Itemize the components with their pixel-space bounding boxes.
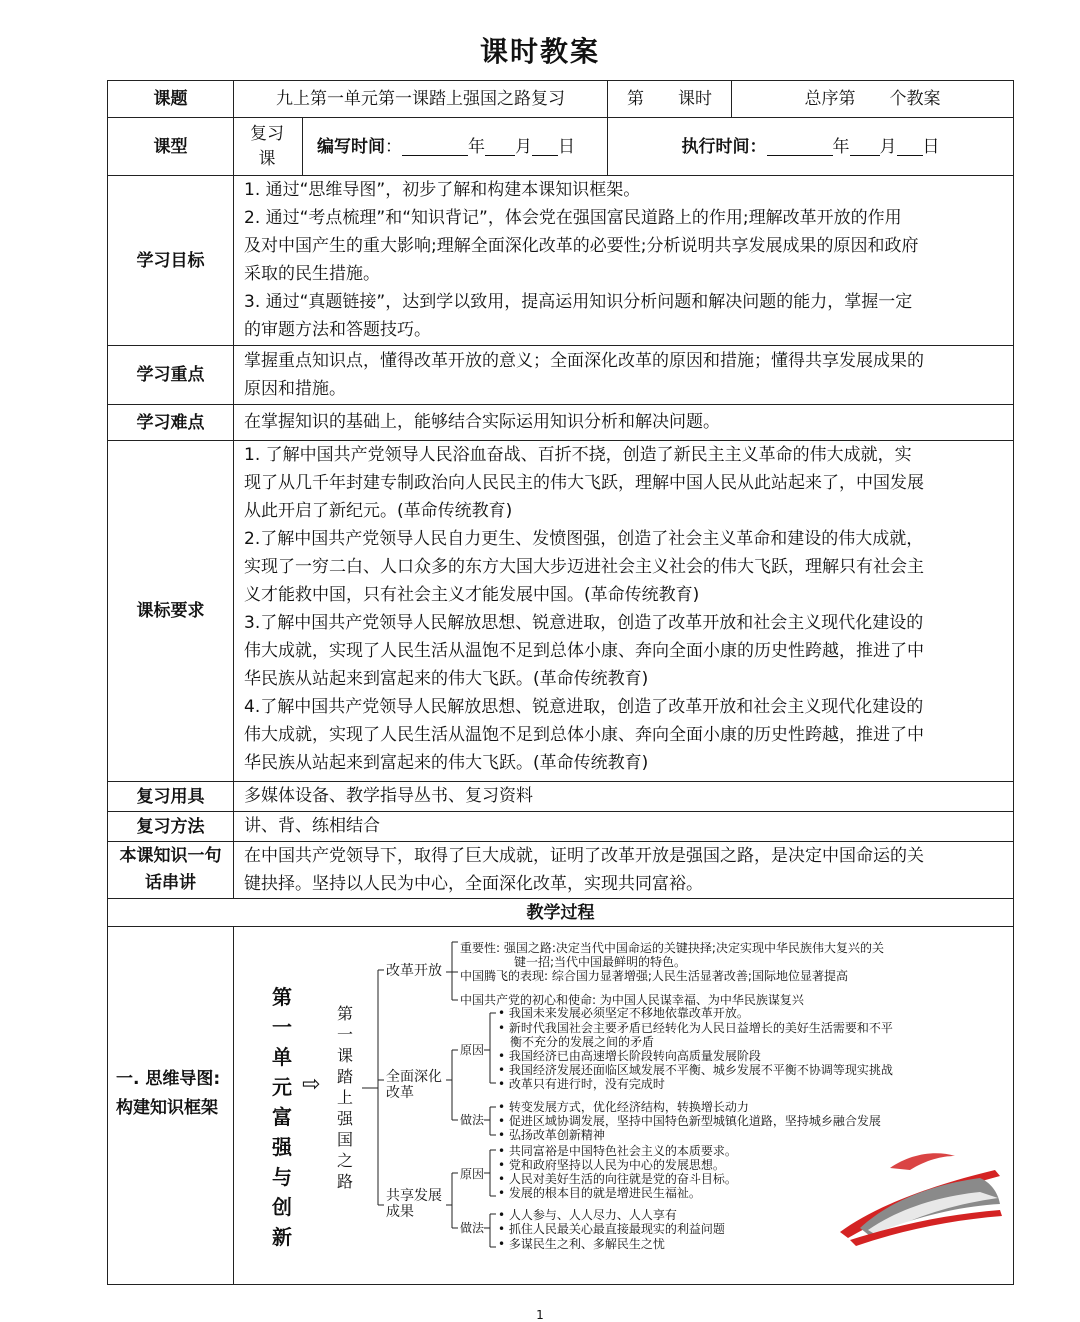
method-value: 讲、背、练相结合	[244, 816, 380, 836]
node-share: 共享发展成果	[386, 1188, 442, 1220]
exec-time-label: 执行时间：	[681, 136, 767, 157]
deepen-reason-item: • 我国经济发展还面临区域发展不平衡、城乡发展不平衡不协调等现实挑战	[498, 1063, 893, 1077]
node-deepen: 全面深化改革	[386, 1069, 442, 1101]
standards-text: 1. 了解中国共产党领导人民浴血奋战、百折不挠，创造了新民主主义革命的伟大成就，实 现了从几千年封建专制政治向人民民主的伟大飞跃，理解中国人民从此站起来了，中国发展 从此开启了新纪元。(革命传统教育) 2.了解中国共产党领导人民自力更生、发愤图强，创造了社会主义革命和建设的伟大成就， 实现了一穷二白、人口众多的东方大国大步迈进社会主义社会的伟大飞跃，理解只有社会主 义才能救中国，只有社会主义才能发展中国。(革命传统教育) 3.了解中国共产党领导人民解放思想、锐意进取，创造了改革开放和社会主义现代化建设的 伟大成就，实现了人民生活从温饱不足到总体小康、奔向全面小康的历史性跨越，推进了中 华民族从站起来到富起来的伟大飞跃。(革命传统教育) 4.了解中国共产党领导人民解放思想、锐意进取，创造了改革开放和社会主义现代化建设的 伟大成就，实现了人民生活从温饱不足到总体小康、奔向全面小康的历史性跨越，推进了中 华民族从站起来到富起来的伟大飞跃。(革命传统教育)	[244, 445, 924, 773]
mindmap-label: 一. 思维导图:构建知识框架	[116, 1069, 221, 1118]
page-title: 课时教案	[479, 35, 600, 68]
deepen-measure-item: • 促进区域协调发展，坚持中国特色新型城镇化道路，坚持城乡融合发展	[498, 1114, 881, 1128]
write-time-label: 编写时间	[317, 136, 385, 157]
total-sequence-label: 总序第 个教案	[804, 89, 941, 109]
deepen-reason-item: • 新时代我国社会主要矛盾已经转化为人民日益增长的美好生活需要和不平	[498, 1021, 893, 1035]
focus-label: 学习重点	[136, 365, 205, 385]
goals-label: 学习目标	[136, 250, 205, 271]
unit-title: 第一单元富强与创新	[272, 985, 292, 1249]
share-reason-tag: 原因	[460, 1167, 485, 1181]
share-reason-item: • 党和政府坚持以人民为中心的发展思想。	[498, 1158, 725, 1172]
reform-item: 中国共产党的初心和使命: 为中国人民谋幸福、为中华民族谋复兴	[460, 993, 804, 1007]
tools-value: 多媒体设备、教学指导丛书、复习资料	[244, 786, 533, 806]
share-measure-item: • 多谋民生之利、多解民生之忧	[498, 1237, 665, 1251]
deepen-reason-item: • 改革只有进行时，没有完成时	[498, 1077, 665, 1091]
write-time-field: 编写时间 ： 年 月 日	[303, 118, 607, 175]
deepen-measure-item: • 弘扬改革创新精神	[498, 1128, 605, 1142]
deepen-reason-item: 衡不充分的发展之间的矛盾	[510, 1035, 655, 1049]
deepen-reason-item: • 我国未来发展必须坚定不移地依靠改革开放。	[498, 1006, 749, 1020]
reform-item: 键一招;当代中国最鲜明的特色。	[514, 955, 687, 969]
deepen-measure-item: • 转变发展方式，优化经济结构，转换增长动力	[498, 1100, 749, 1114]
reform-item: 中国腾飞的表现: 综合国力显著增强;人民生活显著改善;国际地位显著提高	[460, 969, 848, 983]
exec-time-field: 执行时间： 年 月 日	[608, 118, 1013, 175]
share-reason-item: • 人民对美好生活的向往就是党的奋斗目标。	[498, 1172, 737, 1186]
deepen-measure-tag: 做法	[460, 1113, 485, 1127]
arrow-icon: ⇨	[302, 1072, 321, 1097]
lesson-title: 第一课踏上强国之路	[336, 1004, 353, 1191]
type-label: 课型	[153, 136, 188, 157]
page-number: 1	[536, 1308, 544, 1322]
deepen-reason-item: • 我国经济已由高速增长阶段转向高质量发展阶段	[498, 1049, 761, 1063]
share-measure-item: • 人人参与、人人尽力、人人享有	[498, 1208, 677, 1222]
node-reform: 改革开放	[386, 963, 442, 979]
share-reason-item: • 发展的根本目的就是增进民生福祉。	[498, 1186, 701, 1200]
reform-item: 重要性: 强国之路:决定当代中国命运的关键抉择;决定实现中华民族伟大复兴的关	[460, 941, 884, 955]
focus-text: 掌握重点知识点，懂得改革开放的意义；全面深化改革的原因和措施；懂得共享发展成果的 原因和措施。	[244, 351, 924, 399]
deepen-reason-tag: 原因	[460, 1043, 485, 1057]
topic-value: 九上第一单元第一课踏上强国之路复习	[276, 89, 565, 109]
lesson-number-label: 第 课时	[627, 89, 712, 109]
teaching-process-heading: 教学过程	[526, 902, 595, 923]
share-reason-item: • 共同富裕是中国特色社会主义的本质要求。	[498, 1144, 737, 1158]
tools-label: 复习用具	[136, 786, 205, 807]
summary-text: 在中国共产党领导下，取得了巨大成就，证明了改革开放是强国之路，是决定中国命运的关 键抉择。坚持以人民为中心，全面深化改革，实现共同富裕。	[244, 846, 924, 894]
type-value: 复习课	[250, 123, 284, 169]
train-icon	[830, 1140, 1005, 1250]
share-measure-tag: 做法	[460, 1221, 485, 1235]
difficulty-label: 学习难点	[136, 412, 205, 433]
goals-text: 1. 通过“思维导图”，初步了解和构建本课知识框架。 2. 通过“考点梳理”和“知识背记”，体会党在强国富民道路上的作用;理解改革开放的作用 及对中国产生的重大影响;理解全面深化改革的必要性;分析说明共享发展成果的原因和政府 采取的民生措施。 3. 通过“真题链接”，达到学以致用，提高运用知识分析问题和解决问题的能力，掌握一定 的审题方法和答题技巧。	[244, 180, 919, 340]
summary-label: 本课知识一句话串讲	[119, 846, 222, 893]
share-measure-item: • 抓住人民最关心最直接最现实的利益问题	[498, 1222, 725, 1236]
standards-label: 课标要求	[136, 601, 205, 621]
method-label: 复习方法	[136, 816, 205, 837]
topic-label: 课题	[153, 89, 188, 109]
difficulty-text: 在掌握知识的基础上，能够结合实际运用知识分析和解决问题。	[244, 412, 720, 432]
